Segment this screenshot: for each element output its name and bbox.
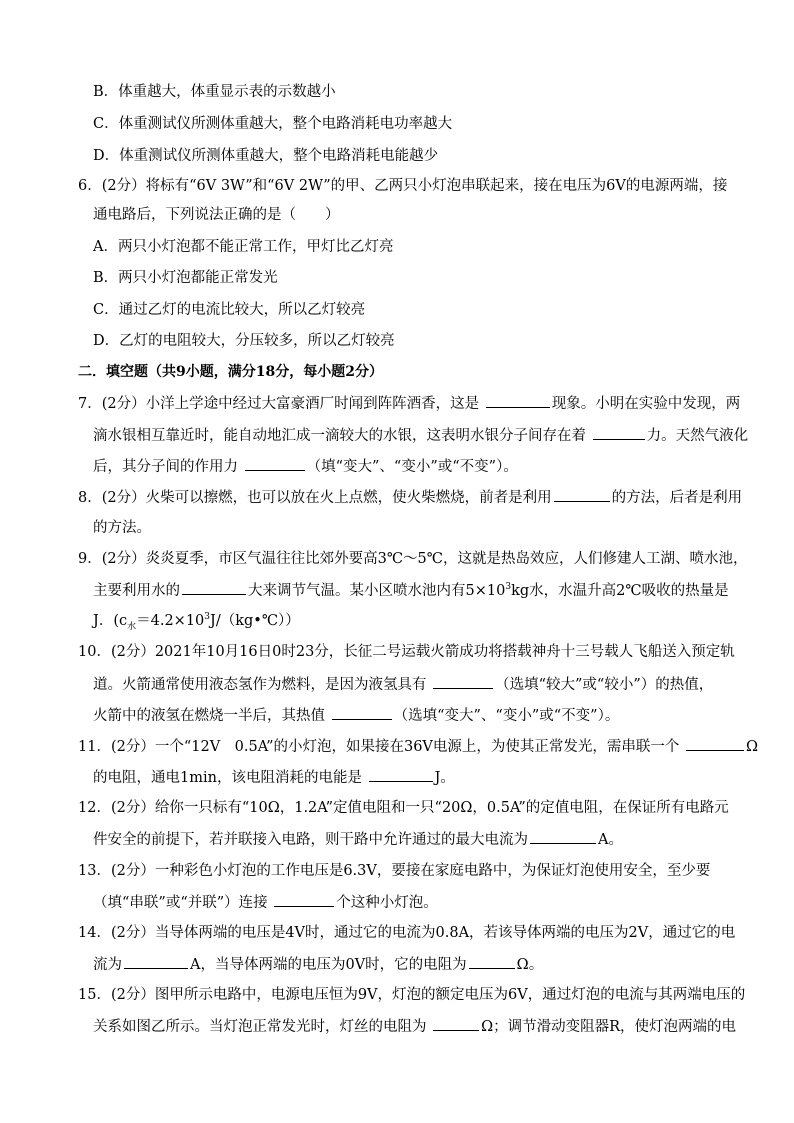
q10-line2 (93, 674, 713, 695)
answer-blank[interactable] (433, 674, 493, 689)
q11-text: Ω (746, 739, 759, 755)
q11-text: 11．(2分）一个“12V 0.5A”的小灯泡，如果接在36V电源上，为使其正常发光，需串联一个 (78, 739, 685, 755)
q14-line2 (93, 954, 543, 975)
q9-text: 大来调节气温。某小区喷水池内有5×10 (248, 583, 506, 599)
answer-blank[interactable] (332, 705, 392, 720)
q6-option-a: A．两只小灯泡都不能正常工作，甲灯比乙灯亮 (93, 239, 394, 255)
q5-option-b: B．体重越大，体重显示表的示数越小 (93, 84, 336, 100)
q8-line1 (78, 487, 742, 508)
answer-blank[interactable] (433, 1016, 479, 1031)
q10-text: （选填“变大”、“变小”或“不变”）。 (393, 708, 620, 724)
answer-blank[interactable] (245, 456, 305, 471)
q13-line2 (93, 892, 438, 913)
q8-line2: 的方法。 (93, 520, 151, 536)
q10-text: 火箭中的液氢在燃烧一半后，其热值 (93, 708, 330, 724)
q9-line2 (93, 580, 729, 601)
q9-text: kg水，水温升高2℃吸收的热量是 (511, 583, 729, 599)
q14-line1: 14．(2分）当导体两端的电压是4V时，通过它的电流为0.8A，若该导体两端的电压为2V，通过它的电 (78, 925, 736, 941)
q13-text: 个这种小灯泡。 (336, 895, 438, 911)
q9-line3 (93, 611, 300, 631)
q11-line2 (93, 767, 455, 788)
answer-blank[interactable] (124, 954, 188, 969)
answer-blank[interactable] (469, 954, 515, 969)
q12-line1: 12．(2分）给你一只标有“10Ω，1.2A”定值电阻和一只“20Ω，0.5A”的定值电阻，在保证所有电路元 (78, 800, 729, 816)
q6-stem-line2: 通电路后，下列说法正确的是（ ） (93, 207, 340, 223)
q15-text: Ω；调节滑动变阻器R，使灯泡两端的电 (481, 1019, 737, 1035)
q14-text: A，当导体两端的电压为0V时，它的电阻为 (190, 957, 467, 973)
q11-text: J。 (434, 770, 455, 786)
answer-blank[interactable] (686, 736, 744, 751)
q7-line2 (93, 425, 748, 446)
answer-blank[interactable] (554, 487, 610, 502)
q10-text: （选填“较大”或“较小”）的热值， (495, 677, 714, 693)
q6-option-c: C．通过乙灯的电流比较大，所以乙灯较亮 (93, 302, 366, 318)
q9-text: J/（kg•℃）） (210, 613, 300, 629)
q10-line1: 10．(2分）2021年10月16日0时23分，长征二号运载火箭成功将搭载神舟十三号载人飞船送入预定轨 (78, 644, 735, 660)
q7-text: （填“变大”、“变小”或“不变”）。 (306, 459, 518, 475)
q12-text: A。 (598, 832, 623, 848)
q15-text: 关系如图乙所示。当灯泡正常发光时，灯丝的电阻为 (93, 1019, 432, 1035)
q6-option-b: B．两只小灯泡都能正常发光 (93, 270, 278, 286)
q7-text: 滴水银相互靠近时，能自动地汇成一滴较大的水银，这表明水银分子间存在着 (93, 428, 591, 444)
answer-blank[interactable] (593, 425, 645, 440)
q9-text: ＝4.2×10 (136, 613, 205, 629)
q7-text: 现象。小明在实验中发现，两 (551, 396, 741, 412)
q14-text: 流为 (93, 957, 122, 973)
exponent: 3 (204, 612, 211, 623)
q9-text: J．(c (93, 613, 128, 629)
answer-blank[interactable] (486, 393, 550, 408)
q11-line1 (78, 736, 758, 757)
q5-option-d: D．体重测试仪所测体重越大，整个电路消耗电能越少 (93, 148, 439, 164)
q6-option-d: D．乙灯的电阻较大，分压较多，所以乙灯较亮 (93, 333, 395, 349)
q15-line2 (93, 1016, 736, 1037)
q7-text: 7．(2分）小洋上学途中经过大富豪酒厂时闻到阵阵酒香，这是 (78, 396, 484, 412)
q13-text: （填“串联”或“并联”）连接 (93, 895, 273, 911)
q15-line1: 15．(2分）图甲所示电路中，电源电压恒为9V，灯泡的额定电压为6V，通过灯泡的电流与其两端电压的 (78, 987, 746, 1003)
q7-text: 力。天然气液化 (646, 428, 749, 444)
q12-line2 (93, 829, 623, 850)
q11-text: 的电阻，通电1min，该电阻消耗的电能是 (93, 770, 367, 786)
answer-blank[interactable] (369, 767, 433, 782)
subscript: 水 (127, 621, 137, 632)
q14-text: Ω。 (516, 957, 544, 973)
q7-line1 (78, 393, 740, 414)
q12-text: 件安全的前提下，若并联接入电路，则干路中允许通过的最大电流为 (93, 832, 528, 848)
q5-option-c: C．体重测试仪所测体重越大，整个电路消耗电功率越大 (93, 116, 453, 132)
answer-blank[interactable] (182, 580, 246, 595)
answer-blank[interactable] (274, 892, 334, 907)
q7-text: 后，其分子间的作用力 (93, 459, 243, 475)
q10-line3 (93, 705, 619, 726)
q9-line1: 9．(2分）炎炎夏季，市区气温往往比郊外要高3℃～5℃，这就是热岛效应，人们修建人工湖、喷水池， (78, 551, 748, 567)
exponent: 3 (505, 582, 512, 593)
section-heading: 二．填空题（共9小题，满分18分，每小题2分） (78, 364, 383, 380)
q9-text: 主要利用水的 (93, 583, 180, 599)
q10-text: 道。火箭通常使用液态氢作为燃料，是因为液氢具有 (93, 677, 432, 693)
q6-stem-line1: 6．(2分）将标有“6V 3W”和“6V 2W”的甲、乙两只小灯泡串联起来，接在电压为6V的电源两端，接 (78, 178, 728, 194)
q8-text: 8．(2分）火柴可以擦燃，也可以放在火上点燃，使火柴燃烧，前者是利用 (78, 490, 552, 506)
q13-line1: 13．(2分）一种彩色小灯泡的工作电压是6.3V，要接在家庭电路中，为保证灯泡使用安全，至少要 (78, 863, 711, 879)
q7-line3 (93, 456, 518, 477)
answer-blank[interactable] (530, 829, 596, 844)
q8-text: 的方法，后者是利用 (611, 490, 743, 506)
